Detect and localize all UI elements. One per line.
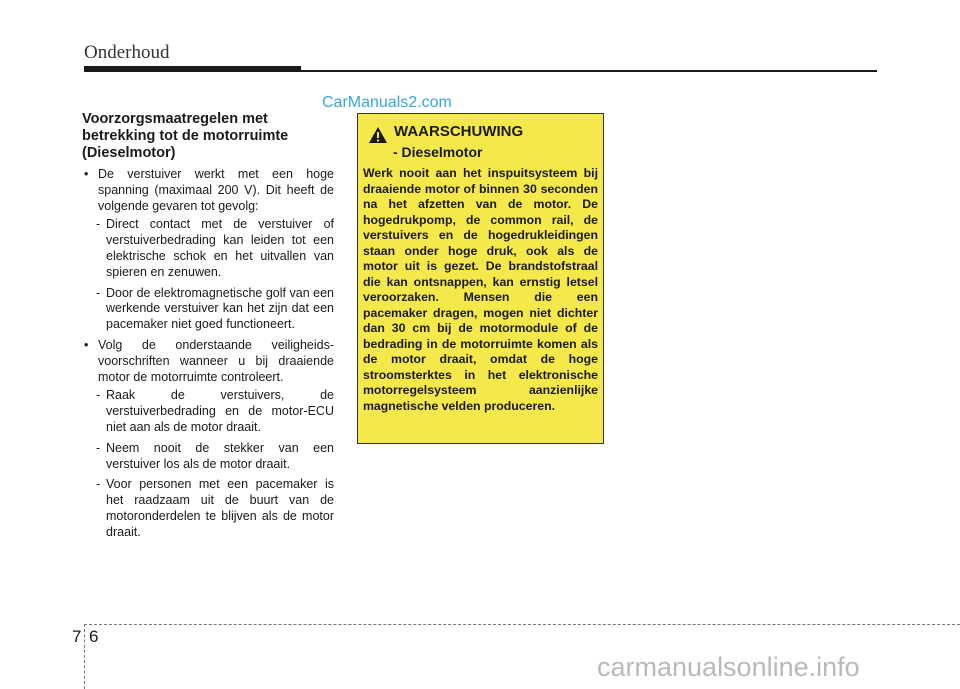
bullet-text: Volg de onderstaande veiligheids-voorschriften wanneer u bij draaiende motor de motorruimte controleert.: [98, 337, 334, 384]
sub-item: [82, 388, 334, 435]
bullet-item: [82, 338, 334, 385]
header-rule-thin: [301, 70, 877, 72]
section-heading: Voorzorgsmaatregelen met betrekking tot de motorruimte (Dieselmotor): [82, 111, 289, 161]
sub-dash: -: [96, 440, 101, 455]
sub-dash: -: [96, 217, 101, 232]
sub-text: Neem nooit de stekker van een verstuiver los als de motor draait.: [106, 440, 334, 471]
warning-title: WAARSCHUWING: [394, 123, 524, 140]
bullet-item: [82, 167, 334, 214]
header-rule-thick: [84, 66, 301, 72]
sub-text: Direct contact met de verstuiver of verstuiverbedrading kan leiden tot een elektrische schok en het uitvallen van spieren en zenuwen.: [106, 217, 334, 279]
watermark-bottom: carmanualsonline.info: [597, 652, 860, 682]
bullet-dot-icon: •: [84, 337, 89, 352]
footer-dashed-line: [84, 624, 960, 625]
sub-dash: -: [96, 285, 101, 300]
warning-body: Werk nooit aan het inspuitsysteem bij draaiende motor of binnen 30 seconden na het afzetten van de motor. De hogedrukpomp, de common rail, de verstuivers en de hogedrukleidingen staan onder hoge druk, ook als de motor uit is gezet. De brandstofstraal die kan ontsnappen, kan ernstig letsel veroorzaken. Mensen die een pacemaker dragen, mogen niet dichter dan 30 cm bij de motormodule of de bedrading in de motorruimte komen als de motor draait, omdat de hoge stroomsterktes in het elektronische motorregelsysteem aanzienlijke magnetische velden produceren.: [363, 166, 598, 413]
sub-text: Voor personen met een pacemaker is het raadzaam uit de buurt van de motoronderdelen te blijven als de motor draait.: [106, 477, 334, 539]
bullet-dot-icon: •: [84, 167, 89, 181]
sub-text: Door de elektromagnetische golf van een werkende verstuiver kan het zijn dat een pacemaker niet goed functioneert.: [106, 285, 334, 332]
warning-header: [363, 123, 598, 144]
sub-item: [82, 441, 334, 473]
sub-item: [82, 286, 334, 333]
sub-dash: -: [96, 477, 101, 492]
warning-triangle-icon: [368, 126, 388, 144]
watermark-top: CarManuals2.com: [322, 94, 452, 111]
warning-box: [357, 113, 604, 444]
bullet-text: De verstuiver werkt met een hoge spanning (maximaal 200 V). Dit heeft de volgende gevaren tot gevolg:: [98, 167, 334, 213]
footer-vertical-dash: [84, 624, 85, 689]
left-column: [82, 111, 334, 546]
page-number: 6: [89, 627, 99, 646]
chapter-number: 7: [72, 627, 82, 646]
sub-dash: -: [96, 388, 101, 403]
warning-subtitle: - Dieselmotor: [393, 144, 483, 160]
sub-item: [82, 217, 334, 280]
sub-text: Raak de verstuivers, de verstuiverbedrading en de motor-ECU niet aan als de motor draait.: [106, 388, 334, 434]
sub-item: [82, 477, 334, 540]
section-title: Onderhoud: [84, 42, 170, 63]
